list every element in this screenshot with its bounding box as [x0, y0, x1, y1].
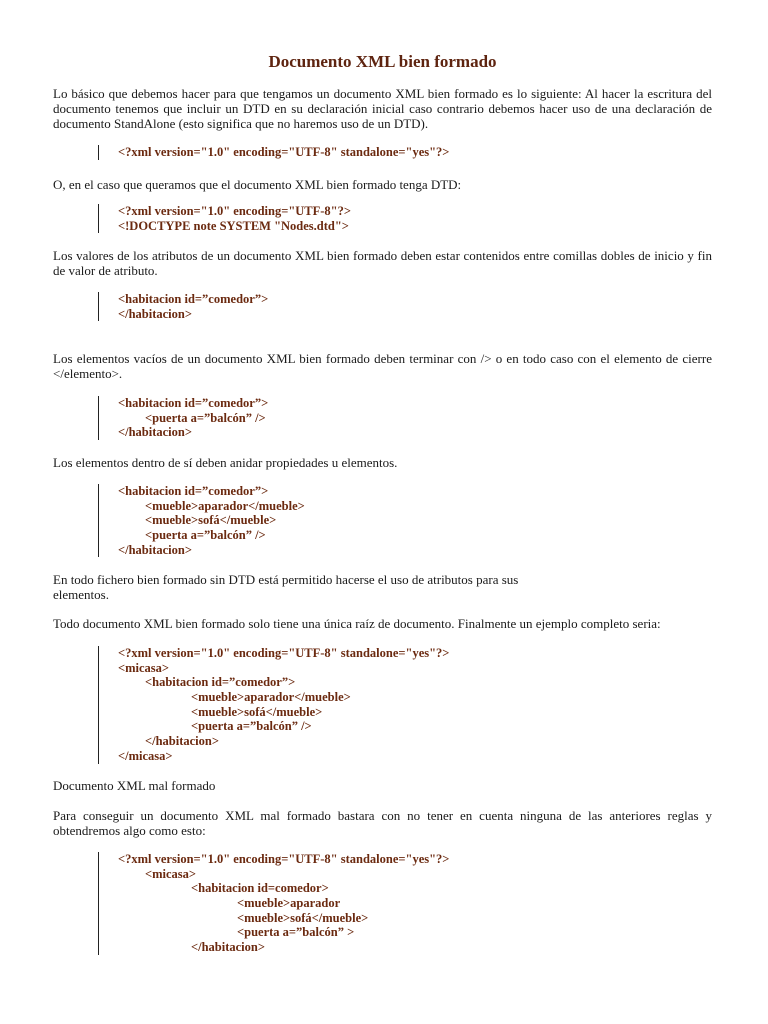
code-line: <mueble>sofá</mueble>	[237, 910, 369, 925]
code-block-dtd	[98, 204, 678, 233]
code-line: <?xml version="1.0" encoding="UTF-8"?>	[118, 204, 351, 218]
code-block-full-example	[98, 646, 678, 764]
code-line: <puerta a=”balcón” />	[145, 410, 266, 425]
code-line: <puerta a=”balcón” >	[237, 925, 355, 940]
code-block-empty-elements	[98, 396, 678, 440]
paragraph-malformed-heading: Documento XML mal formado	[53, 778, 216, 793]
code-line: <mueble>aparador</mueble>	[191, 690, 351, 705]
code-line: </habitacion>	[118, 306, 192, 321]
paragraph-no-dtd	[53, 572, 712, 602]
paragraph-dtd: O, en el caso que queramos que el documento XML bien formado tenga DTD:	[53, 177, 462, 192]
page-title: Documento XML bien formado	[268, 52, 497, 71]
code-line: <mueble>aparador</mueble>	[145, 498, 305, 513]
code-line: <habitacion id=”comedor”>	[118, 484, 269, 498]
paragraph-no-dtd-line1: En todo fichero bien formado sin DTD está permitido hacerse el uso de atributos para sus	[53, 572, 519, 587]
code-line: <mueble>sofá</mueble>	[191, 704, 323, 719]
code-block-attributes	[98, 292, 678, 321]
code-line: <!DOCTYPE note SYSTEM "Nodes.dtd">	[118, 218, 349, 233]
paragraph-nesting: Los elementos dentro de sí deben anidar propiedades u elementos.	[53, 455, 398, 470]
code-block-malformed	[98, 852, 678, 955]
code-line: <habitacion id=”comedor”>	[118, 396, 269, 410]
code-line: <micasa>	[145, 866, 197, 881]
code-line: </habitacion>	[145, 734, 219, 749]
code-line: <puerta a=”balcón” />	[191, 719, 312, 734]
code-line: <puerta a=”balcón” />	[145, 528, 266, 543]
code-block-nesting	[98, 484, 678, 557]
code-line: <habitacion id=”comedor”>	[145, 675, 296, 690]
code-line: <?xml version="1.0" encoding="UTF-8" standalone="yes"?>	[118, 646, 450, 660]
paragraph-no-dtd-line2: elementos.	[53, 587, 109, 602]
code-line: <micasa>	[118, 660, 170, 675]
code-line: <habitacion id=”comedor”>	[118, 292, 269, 306]
paragraph-malformed: Para conseguir un documento XML mal formado bastara con no tener en cuenta ninguna de las anteriores reglas y obtendremos algo como esto:	[53, 808, 712, 838]
code-block-standalone	[98, 145, 678, 160]
paragraph-root: Todo documento XML bien formado solo tiene una única raíz de documento. Finalmente un ejemplo completo seria:	[53, 616, 661, 631]
code-line: <?xml version="1.0" encoding="UTF-8" standalone="yes"?>	[118, 852, 450, 866]
code-line: <?xml version="1.0" encoding="UTF-8" standalone="yes"?>	[118, 145, 450, 159]
paragraph-attributes: Los valores de los atributos de un documento XML bien formado deben estar contenidos entre comillas dobles de inicio y fin de valor de atributo.	[53, 248, 712, 278]
paragraph-intro: Lo básico que debemos hacer para que tengamos un documento XML bien formado es lo siguiente: Al hacer la escritura del documento tenemos que incluir un DTD en su declaración inicial caso contrario debemos hacer uso de una declaración de documento StandAlone (esto significa que no haremos uso de un DTD).	[53, 86, 712, 131]
code-line: <mueble>aparador	[237, 896, 341, 911]
code-line: <habitacion id=comedor>	[191, 881, 329, 896]
code-line: </habitacion>	[118, 542, 192, 557]
code-line: <mueble>sofá</mueble>	[145, 513, 277, 528]
code-line: </habitacion>	[118, 425, 192, 440]
code-line: </micasa>	[118, 748, 173, 763]
code-line: </habitacion>	[191, 940, 265, 955]
paragraph-empty-elements: Los elementos vacíos de un documento XML bien formado deben terminar con /> o en todo caso con el elemento de cierre </elemento>.	[53, 351, 712, 381]
